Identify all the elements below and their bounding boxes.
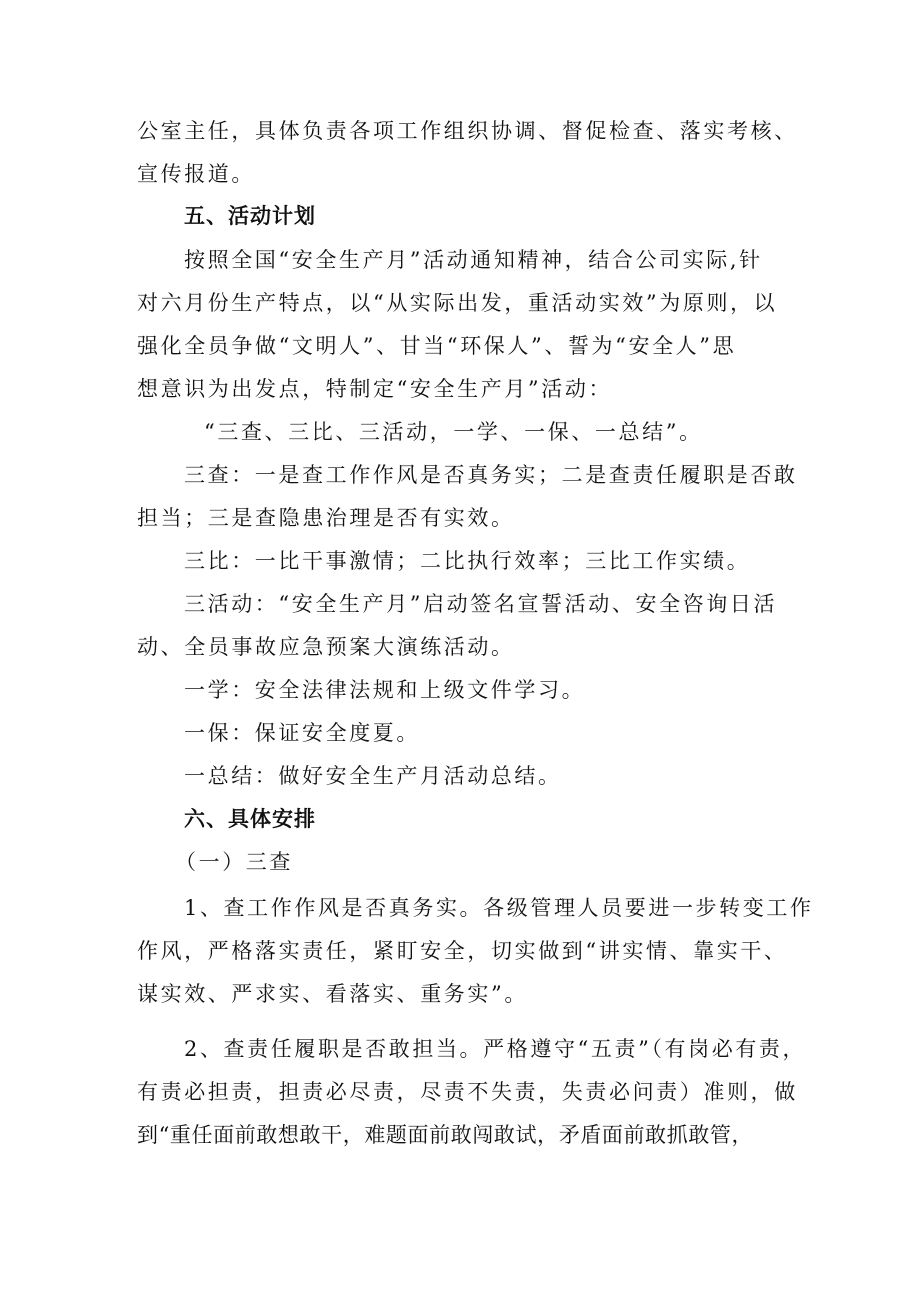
paragraph-line: 宣传报道。 xyxy=(137,162,255,186)
paragraph-line: 三活动：“安全生产月”启动签名宣誓活动、安全咨询日活 xyxy=(184,592,778,616)
section-heading: 六、具体安排 xyxy=(184,807,316,831)
paragraph-line: 公室主任，具体负责各项工作组织协调、督促检查、落实考核、 xyxy=(137,119,798,143)
paragraph-line: 强化全员争做“文明人”、甘当“环保人”、誓为“安全人”思 xyxy=(137,334,737,358)
paragraph-line: 按照全国“安全生产月”活动通知精神，结合公司实际,针 xyxy=(184,248,763,272)
paragraph-line: 一保：保证安全度夏。 xyxy=(184,721,420,745)
paragraph-line: 1、查工作作风是否真务实。各级管理人员要进一步转变工作 xyxy=(184,896,814,920)
paragraph-line: 2、查责任履职是否敢担当。严格遵守“五责”（有岗必有责， xyxy=(184,1037,807,1061)
paragraph-line: 担当；三是查隐患治理是否有实效。 xyxy=(137,506,515,530)
paragraph-line: 对六月份生产特点，以“从实际出发，重活动实效”为原则，以 xyxy=(137,291,778,315)
paragraph-line: 谋实效、严求实、看落实、重务实”。 xyxy=(137,982,528,1006)
subsection-heading: （一）三查 xyxy=(175,850,293,874)
paragraph-line: 动、全员事故应急预案大演练活动。 xyxy=(137,635,515,659)
paragraph-line: 一总结：做好安全生产月活动总结。 xyxy=(184,764,562,788)
paragraph-line: 作风，严格落实责任，紧盯安全，切实做到“讲实情、靠实干、 xyxy=(137,939,788,963)
section-heading: 五、活动计划 xyxy=(184,204,316,228)
paragraph-line: 想意识为出发点，特制定“安全生产月”活动： xyxy=(137,377,613,401)
paragraph-line: 到“重任面前敢想敢干，难题面前敢闯敢试，矛盾面前敢抓敢管， xyxy=(137,1123,754,1147)
paragraph-line: 三查：一是查工作作风是否真务实；二是查责任履职是否敢 xyxy=(184,463,798,487)
paragraph-line: 三比：一比干事激情；二比执行效率；三比工作实绩。 xyxy=(184,549,751,573)
paragraph-line: 有责必担责，担责必尽责，尽责不失责，失责必问责）准则，做 xyxy=(137,1080,798,1104)
paragraph-line: 一学：安全法律法规和上级文件学习。 xyxy=(184,678,586,702)
paragraph-line: “三查、三比、三活动，一学、一保、一总结”。 xyxy=(204,420,703,444)
